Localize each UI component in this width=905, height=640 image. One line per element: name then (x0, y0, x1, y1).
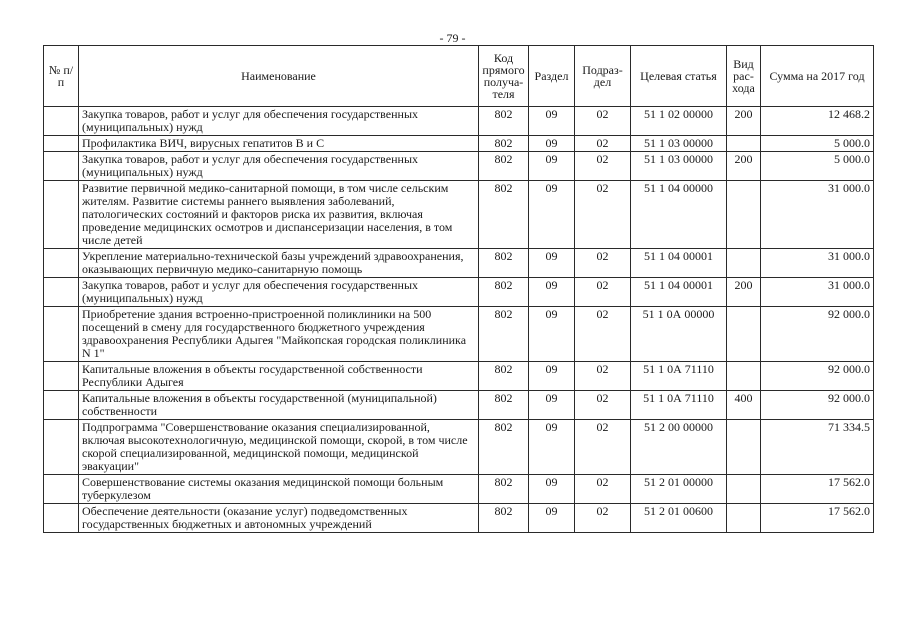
cell-sum: 92 000.0 (761, 362, 874, 391)
cell-code: 802 (479, 307, 529, 362)
cell-name: Обеспечение деятельности (оказание услуг) подведомственных государственных бюджетных и автономных учреждений (79, 504, 479, 533)
cell-kind (727, 136, 761, 152)
cell-article: 51 1 0А 71110 (631, 391, 727, 420)
cell-subsection: 02 (575, 504, 631, 533)
cell-kind (727, 504, 761, 533)
table-row (44, 504, 874, 533)
cell-subsection: 02 (575, 475, 631, 504)
cell-code: 802 (479, 107, 529, 136)
cell-kind (727, 307, 761, 362)
cell-subsection: 02 (575, 362, 631, 391)
cell-kind: 200 (727, 107, 761, 136)
cell-section: 09 (529, 391, 575, 420)
cell-section: 09 (529, 475, 575, 504)
cell-kind (727, 475, 761, 504)
cell-article: 51 1 03 00000 (631, 152, 727, 181)
cell-section: 09 (529, 107, 575, 136)
cell-code: 802 (479, 136, 529, 152)
cell-sum: 31 000.0 (761, 181, 874, 249)
cell-subsection: 02 (575, 278, 631, 307)
header-section: Раздел (529, 46, 575, 107)
table-row (44, 475, 874, 504)
cell-name: Подпрограмма "Совершенствование оказания специализированной, включая высокотехнологичную, медицинской помощи, скорой, в том числе скорой специализированной, медицинской помощи, медицинской эвакуации" (79, 420, 479, 475)
cell-kind (727, 181, 761, 249)
table-row (44, 278, 874, 307)
cell-num (44, 152, 79, 181)
cell-section: 09 (529, 249, 575, 278)
cell-article: 51 1 03 00000 (631, 136, 727, 152)
cell-sum: 12 468.2 (761, 107, 874, 136)
cell-code: 802 (479, 181, 529, 249)
cell-name: Закупка товаров, работ и услуг для обеспечения государственных (муниципальных) нужд (79, 152, 479, 181)
cell-num (44, 475, 79, 504)
cell-num (44, 362, 79, 391)
header-num: № п/п (44, 46, 79, 107)
cell-num (44, 181, 79, 249)
cell-section: 09 (529, 152, 575, 181)
budget-table (43, 45, 874, 533)
cell-name: Укрепление материально-технической базы учреждений здравоохранения, оказывающих первичную медико-санитарную помощь (79, 249, 479, 278)
cell-article: 51 1 04 00001 (631, 278, 727, 307)
cell-code: 802 (479, 391, 529, 420)
cell-num (44, 278, 79, 307)
table-header-row (44, 46, 874, 107)
cell-code: 802 (479, 475, 529, 504)
cell-name: Закупка товаров, работ и услуг для обеспечения государственных (муниципальных) нужд (79, 278, 479, 307)
cell-subsection: 02 (575, 391, 631, 420)
cell-section: 09 (529, 181, 575, 249)
cell-article: 51 2 00 00000 (631, 420, 727, 475)
cell-kind (727, 420, 761, 475)
cell-num (44, 391, 79, 420)
cell-code: 802 (479, 362, 529, 391)
cell-sum: 92 000.0 (761, 391, 874, 420)
cell-section: 09 (529, 420, 575, 475)
cell-num (44, 249, 79, 278)
header-kind: Вид рас-хода (727, 46, 761, 107)
table-row (44, 152, 874, 181)
cell-subsection: 02 (575, 181, 631, 249)
cell-num (44, 307, 79, 362)
cell-kind (727, 362, 761, 391)
header-sum: Сумма на 2017 год (761, 46, 874, 107)
cell-code: 802 (479, 504, 529, 533)
header-code: Код прямого получа-теля (479, 46, 529, 107)
table-row (44, 107, 874, 136)
cell-code: 802 (479, 278, 529, 307)
cell-section: 09 (529, 307, 575, 362)
cell-name: Развитие первичной медико-санитарной помощи, в том числе сельским жителям. Развитие системы раннего выявления заболеваний, патологических состояний и факторов риска их развития, включая проведение медицинских осмотров и диспансеризации населения, в том числе детей (79, 181, 479, 249)
cell-name: Капитальные вложения в объекты государственной (муниципальной) собственности (79, 391, 479, 420)
table-row (44, 307, 874, 362)
cell-sum: 31 000.0 (761, 249, 874, 278)
cell-name: Профилактика ВИЧ, вирусных гепатитов В и С (79, 136, 479, 152)
cell-sum: 5 000.0 (761, 152, 874, 181)
cell-sum: 71 334.5 (761, 420, 874, 475)
header-article: Целевая статья (631, 46, 727, 107)
cell-name: Закупка товаров, работ и услуг для обеспечения государственных (муниципальных) нужд (79, 107, 479, 136)
cell-sum: 31 000.0 (761, 278, 874, 307)
cell-sum: 92 000.0 (761, 307, 874, 362)
table-row (44, 249, 874, 278)
cell-name: Капитальные вложения в объекты государственной собственности Республики Адыгея (79, 362, 479, 391)
cell-code: 802 (479, 152, 529, 181)
page-number: - 79 - (439, 31, 466, 45)
cell-sum: 5 000.0 (761, 136, 874, 152)
cell-code: 802 (479, 249, 529, 278)
cell-subsection: 02 (575, 249, 631, 278)
cell-kind: 400 (727, 391, 761, 420)
cell-subsection: 02 (575, 420, 631, 475)
cell-num (44, 504, 79, 533)
cell-article: 51 2 01 00000 (631, 475, 727, 504)
cell-article: 51 2 01 00600 (631, 504, 727, 533)
cell-kind: 200 (727, 152, 761, 181)
cell-subsection: 02 (575, 136, 631, 152)
cell-article: 51 1 04 00001 (631, 249, 727, 278)
cell-name: Приобретение здания встроенно-пристроенной поликлиники на 500 посещений в смену для государственного бюджетного учреждения здравоохранения Республики Адыгея "Майкопская городская поликлиника N 1" (79, 307, 479, 362)
cell-subsection: 02 (575, 152, 631, 181)
table-row (44, 136, 874, 152)
cell-section: 09 (529, 504, 575, 533)
table-row (44, 181, 874, 249)
cell-num (44, 420, 79, 475)
cell-name: Совершенствование системы оказания медицинской помощи больным туберкулезом (79, 475, 479, 504)
cell-section: 09 (529, 362, 575, 391)
table-row (44, 362, 874, 391)
cell-sum: 17 562.0 (761, 475, 874, 504)
cell-num (44, 107, 79, 136)
cell-kind: 200 (727, 278, 761, 307)
cell-article: 51 1 0А 71110 (631, 362, 727, 391)
header-name: Наименование (79, 46, 479, 107)
cell-section: 09 (529, 136, 575, 152)
cell-article: 51 1 02 00000 (631, 107, 727, 136)
table-row (44, 420, 874, 475)
cell-section: 09 (529, 278, 575, 307)
table-row (44, 391, 874, 420)
cell-kind (727, 249, 761, 278)
cell-sum: 17 562.0 (761, 504, 874, 533)
cell-subsection: 02 (575, 107, 631, 136)
header-subsection: Подраз-дел (575, 46, 631, 107)
cell-code: 802 (479, 420, 529, 475)
cell-article: 51 1 0А 00000 (631, 307, 727, 362)
cell-subsection: 02 (575, 307, 631, 362)
cell-num (44, 136, 79, 152)
cell-article: 51 1 04 00000 (631, 181, 727, 249)
